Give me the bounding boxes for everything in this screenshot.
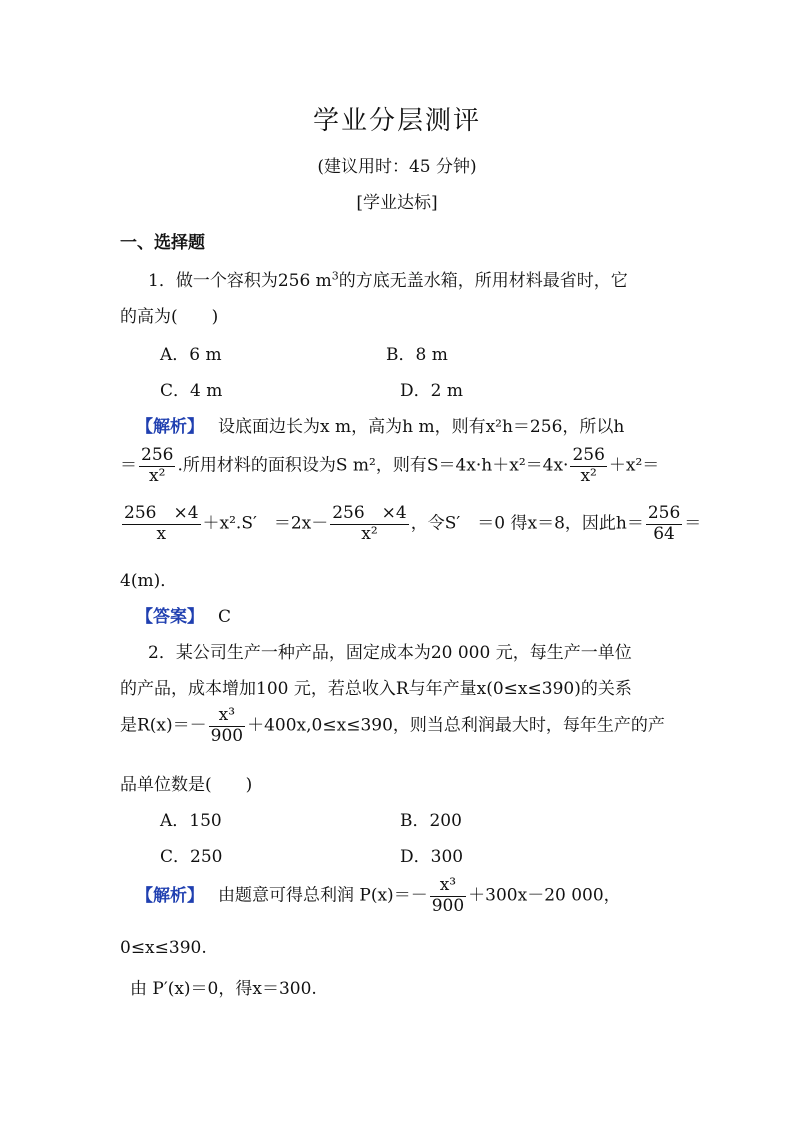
q1-option-c: C．4 m (160, 381, 223, 401)
q2-stem-line1: 2．某公司生产一种产品，固定成本为20 000 元，每生产一单位 (148, 643, 632, 663)
q1-option-a: A．6 m (160, 345, 222, 365)
fraction: $\frac{\text{x³}}{900}$ (431, 875, 465, 916)
suggested-time: (建议用时：45 分钟) (317, 157, 477, 177)
page-title: 学业分层测评 (312, 106, 481, 136)
fraction: $\frac{256 \times 4}{x}$ (124, 503, 199, 544)
q2-stem-line2: 的产品，成本增加100 元，若总收入R与年产量x(0≤x≤390)的关系 (120, 679, 632, 699)
q1-stem-line1: 1．做一个容积为256 $m^3$的方底无盖水箱，所用材料最省时，它 (148, 269, 628, 291)
q2-analysis-line2: 0≤x≤390. (120, 938, 207, 958)
q1-answer: 【答案】 C (136, 607, 232, 627)
level-heading: [学业达标] (356, 193, 438, 213)
analysis-tag: 【解析】 (136, 885, 204, 906)
section-heading: 一、选择题 (120, 233, 205, 253)
fraction: $\frac{256}{\text{x²}}$ (141, 445, 174, 486)
fraction: $\frac{256 \times 4}{\text{x²}}$ (332, 503, 407, 544)
q2-analysis-line1: 【解析】 由题意可得总利润 P(x)＝－ $\frac{\text{x³}}{900}$ ＋300x－20 000， (136, 875, 621, 916)
q2-analysis-line3: 由 P′(x)＝0，得x＝300. (130, 979, 317, 999)
q2-stem-line4: 品单位数是( ) (120, 775, 253, 795)
q1-analysis-line2: ＝ $\frac{256}{\text{x²}}$ .所用材料的面积设为S m²，则有S＝4x·h＋x²＝4x· $\frac{256}{\text{x²}}$ ＋x²＝ (120, 445, 660, 486)
q1-analysis-line3: $\frac{256 \times 4}{x}$ ＋x².S′ ＝2x－ $\frac{256 \times 4}{\text{x²}}$ ，令S′ ＝0 得x＝8，因此h＝ $\frac{256}{64}$ ＝ (124, 503, 702, 544)
q2-option-b: B．200 (400, 811, 462, 831)
fraction: $\frac{256}{64}$ (647, 503, 681, 544)
fraction: $\frac{\text{x³}}{900}$ (210, 705, 244, 746)
q2-option-c: C．250 (160, 847, 223, 867)
answer-tag: 【答案】 (136, 607, 204, 627)
q1-stem-line2: 的高为( ) (120, 307, 219, 327)
q1-option-b: B．8 m (386, 345, 448, 365)
q2-stem-line3: 是R(x)＝－ $\frac{\text{x³}}{900}$ ＋400x,0≤x≤390，则当总利润最大时，每年生产的产 (120, 705, 665, 746)
q1-analysis-line1: 【解析】 设底面边长为x m，高为h m，则有x²h＝256，所以h (136, 417, 625, 437)
fraction: $\frac{256}{\text{x²}}$ (572, 445, 605, 486)
q2-option-d: D．300 (400, 847, 464, 867)
q2-option-a: A．150 (160, 811, 222, 831)
q1-option-d: D．2 m (400, 381, 463, 401)
q1-analysis-line4: 4(m)． (120, 571, 178, 591)
analysis-tag: 【解析】 (136, 417, 204, 437)
